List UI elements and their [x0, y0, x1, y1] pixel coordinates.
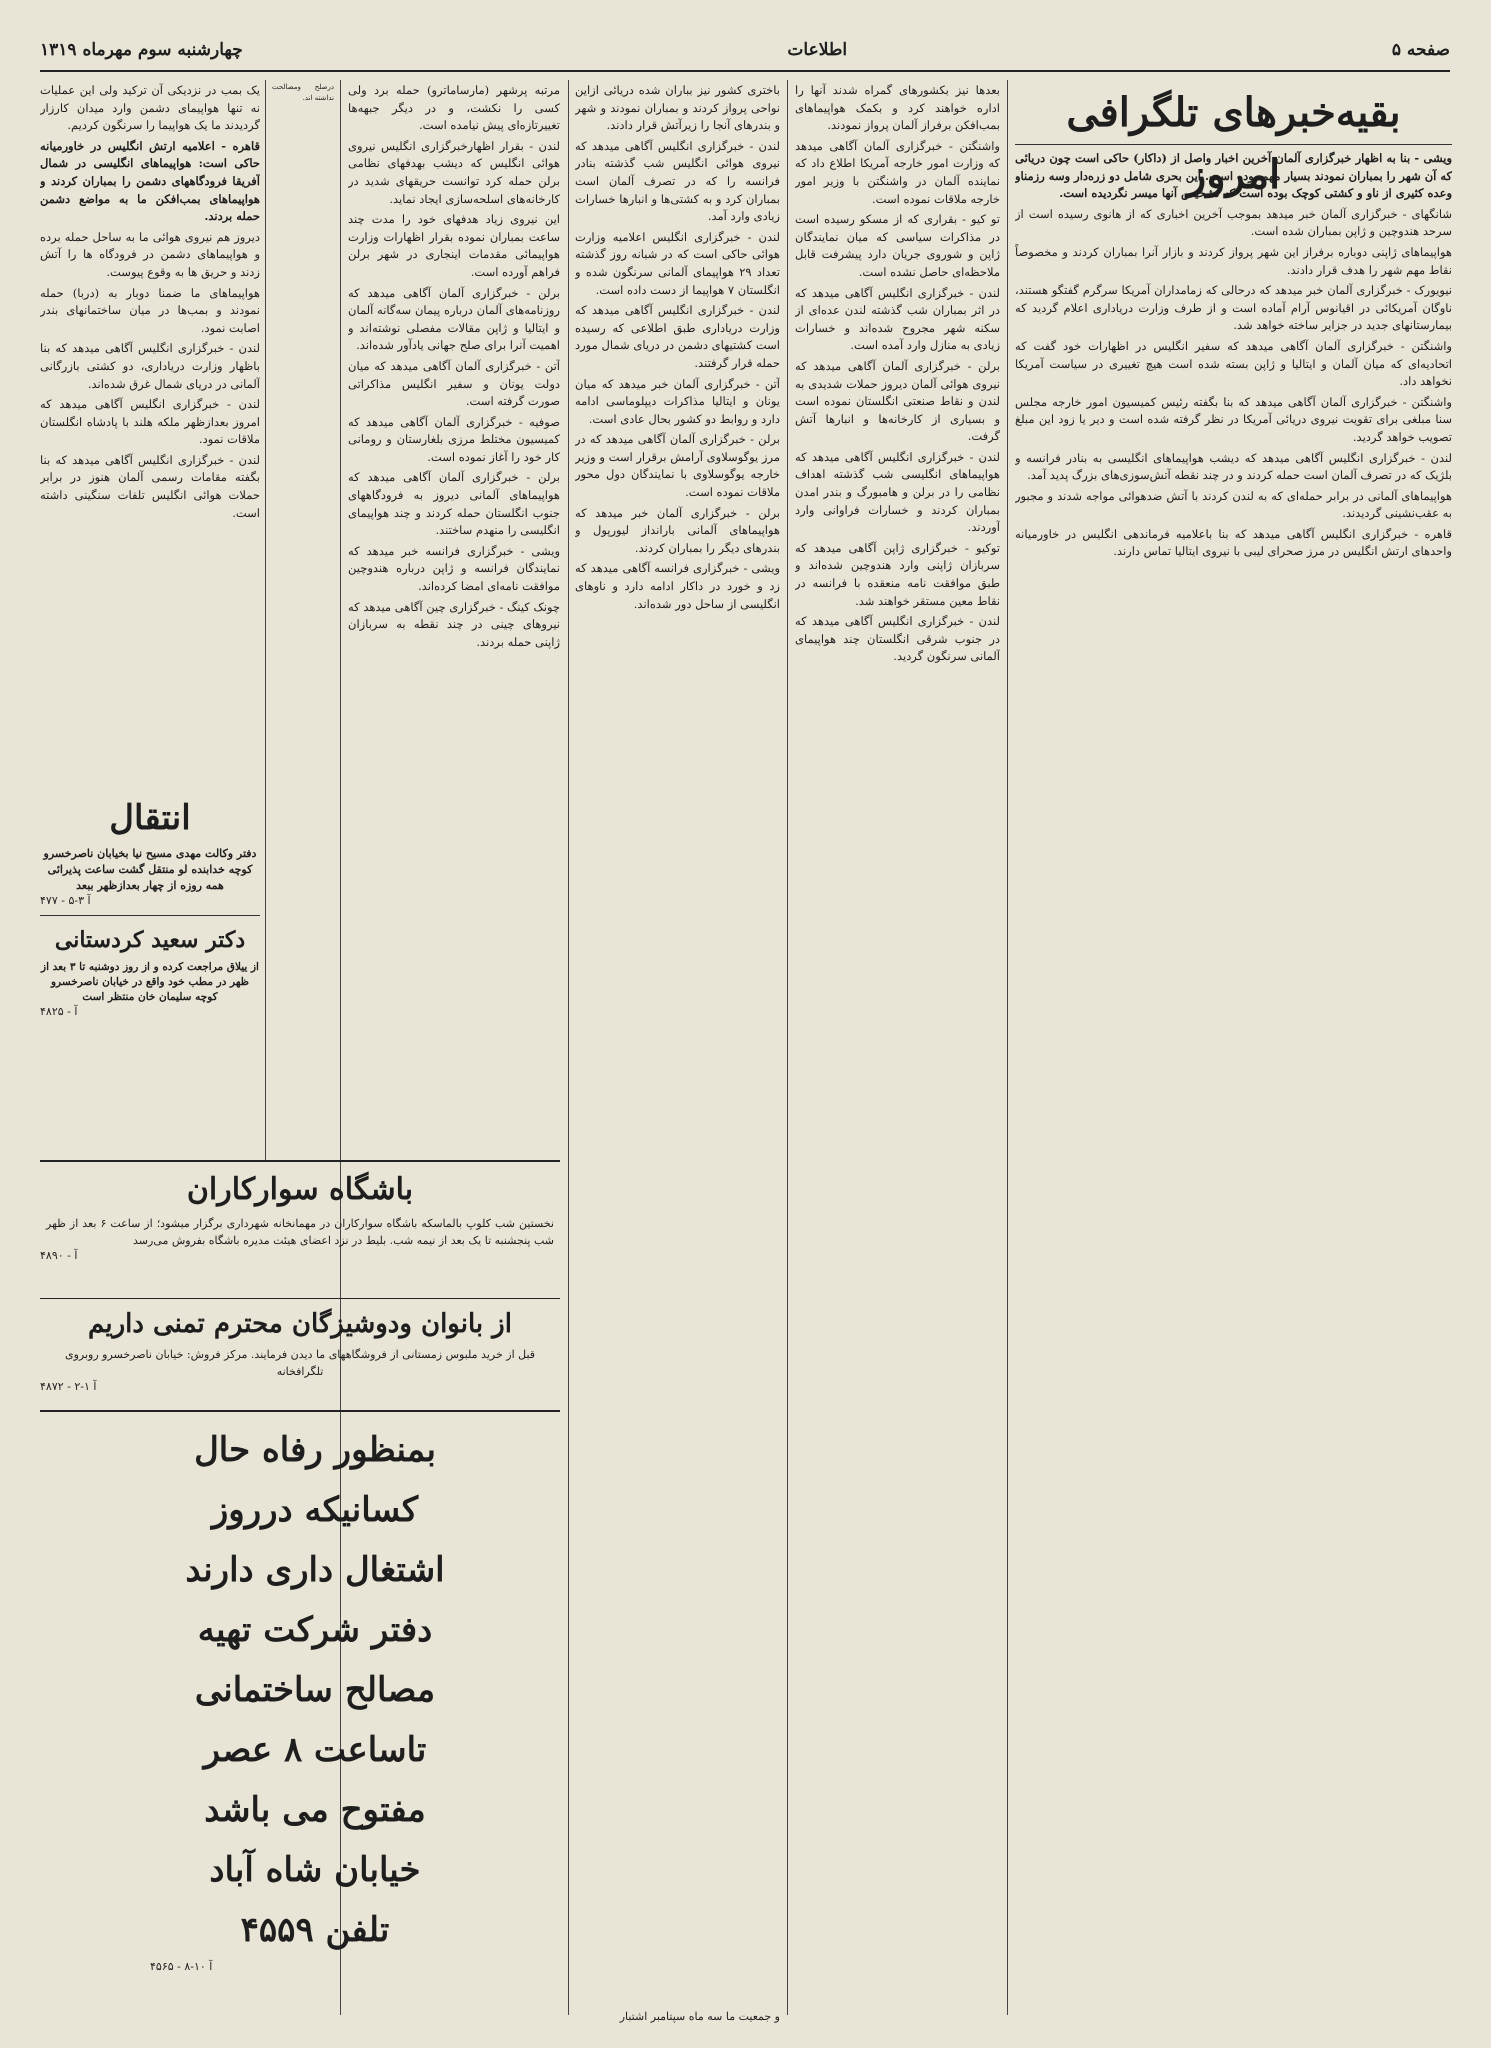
- news-item: ویشی - خبرگزاری فرانسه خبر میدهد که نمایندگان فرانسه و ژاپن درباره هندوچین موافقت نامه‌ای امضا کرده‌اند.: [348, 543, 560, 594]
- divider: [40, 1410, 560, 1412]
- ad-company-line: خیابان شاه آباد: [209, 1850, 421, 1890]
- news-item: تو کیو - بقراری که از مسکو رسیده است در مذاکرات سیاسی که میان نمایندگان ژاپن و شوروی جریان دارد پیشرفت قابل ملاحظه‌ای حاصل نشده است.: [795, 212, 1000, 279]
- news-item: لندن - خبرگزاری انگلیس اعلامیه وزارت هوائی حاکی است که در شبانه روز گذشته تعداد ۲۹ هواپیمای آلمانی سرنگون شده و انگلستان ۷ هواپیما از دست داده است.: [575, 229, 780, 297]
- ad-company-line: اشتغال داری دارند: [185, 1550, 445, 1590]
- ad-club-body: نخستین شب کلوپ بالماسکه باشگاه سوارکاران در مهمانخانه شهرداری برگزار میشود؛ از ساعت ۶ بعد از ظهر شب پنجشنبه تا یک بعد از نیمه شب. بلیط در نزد اعضای هیئت مدیره باشگاه بفروش می‌رسد: [46, 1217, 554, 1247]
- page-header: [40, 30, 1450, 72]
- news-item: ویشی - بنا به اظهار خبرگزاری آلمان آخرین اخبار واصل از (داکار) حاکی است چون دریائی که آن شهر را بمباران نمودند بسیار مهم بوده است. این بحری شامل دو زره‌دار وسه رزمناو وعده کثیری از ناو و کشتی کوچک بوده است که تشخیص آنها میسر نگردیده است.: [1015, 151, 1452, 201]
- news-item: هواپیماهای ما ضمنا دوبار به (دربا) حمله نمودند و بمب‌ها در میان ساختمانهای بندر اصابت نمود.: [40, 285, 260, 335]
- news-item: دیروز هم نیروی هوائی ما به ساحل حمله برده و هواپیماهای دشمن در فرودگاه ها را آتش زدند و حریق ها به وقوع پیوست.: [40, 229, 260, 279]
- news-item: هواپیماهای آلمانی در برابر حمله‌ای که به لندن کردند با آتش ضدهوائی مواجه شدند و مجبور به عقب‌نشینی گردیدند.: [1015, 488, 1452, 521]
- news-item: برلن - خبرگزاری آلمان آگاهی میدهد که نیروی هوائی آلمان دیروز حملات شدیدی به لندن و نقاط صنعتی انگلستان نموده است و بسیاری از کارخانه‌ها و انبارها آتش گرفت.: [795, 358, 1000, 444]
- issue-date: چهارشنبه سوم مهرماه ۱۳۱۹: [40, 40, 243, 60]
- ad-doctor: [40, 920, 260, 1040]
- ad-ladies-title: از بانوان ودوشیزگان محترم تمنی داریم: [88, 1309, 512, 1339]
- column-rule: [787, 80, 788, 2015]
- column-rule: [568, 80, 569, 2015]
- column-rule: [265, 80, 266, 1160]
- ad-company-line: دفتر شرکت تهیه: [197, 1610, 433, 1650]
- ad-doctor-title: دکتر سعید کردستانی: [54, 927, 246, 953]
- news-column-2: [795, 82, 1000, 2012]
- ad-club-title: باشگاه سوارکاران: [186, 1172, 414, 1207]
- news-item: واشنگتن - خبرگزاری آلمان آگاهی میدهد که بنا بگفته رئیس کمیسیون امور خارجه مجلس سنا مبلغی برای تقویت نیروی دریائی آمریکا در نظر گرفته شده است و دیر یا زود این مبلغ تصویب خواهد گردید.: [1015, 394, 1452, 444]
- page-number: صفحه ۵: [1391, 40, 1450, 60]
- news-item: قاهره - خبرگزاری انگلیس آگاهی میدهد که بنا باعلامیه فرماندهی انگلیس در خاورمیانه واحدهای ارتش انگلیس در مرز صحرای لیبی با نیروی ایتالیا تماس دارند.: [1015, 526, 1452, 559]
- news-item: مرتبه پرشهر (مارساماترو) حمله برد ولی کسی را نکشت، و در دیگر جبهه‌ها تغییرتازه‌ای پیش نیامده است.: [348, 83, 560, 133]
- news-item: لندن - خبرگزاری انگلیس آگاهی میدهد که دیشب هواپیماهای انگلیسی به بنادر فرانسه و بلژیک که در تصرف آلمان است حمله کردند و در چند نقطه آتش‌سوزی‌های بزرگ پدید آمد.: [1015, 450, 1452, 483]
- ad-company: [150, 1420, 480, 2010]
- news-item: توکیو - خبرگزاری ژاپن آگاهی میدهد که سربازان ژاپنی وارد هندوچین شده‌اند و طبق موافقت نامه منعقده با فرانسه در نقاط معین مستقر خواهند شد.: [795, 540, 1000, 608]
- ad-company-line: مفتوح می باشد: [204, 1790, 426, 1830]
- news-item: شانگهای - خبرگزاری آلمان خبر میدهد بموجب آخرین اخباری که از هانوی رسیده است از سرحد هندوچین و ژاپن بمباران شده است.: [1015, 206, 1452, 239]
- news-item: برلن - خبرگزاری آلمان خبر میدهد که هواپیماهای آلمانی بارانداز لیورپول و بندرهای دیگر را بمباران کردند.: [575, 505, 780, 555]
- column-rule: [1007, 80, 1008, 2015]
- ad-transfer: [40, 790, 260, 910]
- news-item: قاهره - اعلامیه ارتش انگلیس در خاورمیانه حاکی است: هواپیماهای انگلیسی در شمال آفریقا فرودگاههای دشمن را بمباران کردند و هواپیماهای بمب‌افکن ما به مواضع دشمن حمله بردند.: [40, 138, 260, 224]
- news-item: لندن - خبرگزاری انگلیس آگاهی میدهد که بنا بگفته مقامات رسمی آلمان هنوز در برابر حملات هوائی انگلیس تلفات سنگینی داشته است.: [40, 452, 260, 520]
- ad-company-line: تاساعت ۸ عصر: [203, 1730, 427, 1770]
- news-item: درصلح ومصالحت نداشته اند.: [272, 83, 334, 102]
- bottom-note: و جمعیت ما سه ماه سپتامبر اشتبار: [619, 2010, 780, 2023]
- news-item: این نیروی زیاد هدفهای خود را مدت چند ساعت بمباران نموده بقرار اظهارات وزارت هواپیمائی مقدمات اینجاری در شهر برلن فراهم آورده است.: [348, 212, 560, 279]
- news-item: آتن - خبرگزاری آلمان خبر میدهد که میان یونان و ایتالیا مذاکرات دیپلوماسی ادامه دارد و روابط دو کشور بحال عادی است.: [575, 376, 780, 426]
- news-item: لندن - خبرگزاری انگلیس آگاهی میدهد که امروز بعدازظهر ملکه هلند با پادشاه انگلستان ملاقات نمود.: [40, 397, 260, 447]
- news-item: چونک کینگ - خبرگزاری چین آگاهی میدهد که نیروهای چینی در چند نقطه به سربازان ژاپنی حمله بردند.: [348, 599, 560, 649]
- news-item: لندن - خبرگزاری انگلیس آگاهی میدهد که نیروی هوائی انگلیس شب گذشته بنادر فرانسه را که در تصرف آلمان است بمباران کرد و به کشتی‌ها و انبارها خسارات زیادی وارد آمد.: [575, 138, 780, 224]
- news-item: آتن - خبرگزاری آلمان آگاهی میدهد که میان دولت یونان و سفیر انگلیس مذاکراتی صورت گرفته است.: [348, 358, 560, 409]
- ad-transfer-code: ۴۷۷ - آ ۳-۵: [40, 894, 91, 907]
- ad-company-line: کسانیکه درروز: [211, 1490, 419, 1530]
- ad-doctor-body: از ییلاق مراجعت کرده و از روز دوشنبه تا ۳ بعد از ظهر در مطب خود واقع در خیابان ناصرخسرو کوچه سلیمان خان منتظر است: [41, 961, 259, 1003]
- divider: [40, 1160, 560, 1162]
- divider: [40, 915, 260, 916]
- main-headline: بقیه‌خبرهای تلگرافی امروز: [1015, 82, 1452, 145]
- news-item: واشنگتن - خبرگزاری آلمان آگاهی میدهد که سفیر انگلیس در اظهارات خود گفت که اتحادیه‌ای که میان آلمان و ایتالیا و ژاپن بسته شده است هیچ تغییری در سیاست آمریکا نخواهد داد.: [1015, 338, 1452, 389]
- news-item: لندن - خبرگزاری انگلیس آگاهی میدهد که وزارت دریاداری طبق اطلاعی که رسیده است کشتیهای دشمن در دریای شمال مورد حمله قرار گرفتند.: [575, 303, 780, 370]
- ad-ladies: [40, 1302, 560, 1402]
- ad-ladies-body: قبل از خرید ملبوس زمستانی از فروشگاههای ما دیدن فرمایند. مرکز فروش: خیابان ناصرخسرو روبروی تلگرافخانه: [64, 1348, 536, 1378]
- ad-company-line: مصالح ساختمانی: [194, 1670, 436, 1710]
- news-item: هواپیماهای ژاپنی دوباره برفراز این شهر پرواز کردند و بازار آنرا بمباران کردند و مخصوصاً نقاط مهم شهر را هدف قرار دادند.: [1015, 244, 1452, 277]
- news-item: واشنگتن - خبرگزاری آلمان آگاهی میدهد که وزارت امور خارجه آمریکا اطلاع داد که نماینده آلمان در واشنگتن با وزیر امور خارجه ملاقات نموده است.: [795, 138, 1000, 206]
- ad-company-code: ۴۵۶۵ - آ ۱۰-۸: [150, 1960, 213, 1973]
- newspaper-name: اطلاعات: [787, 40, 848, 60]
- ad-doctor-code: ۴۸۲۵ - آ: [40, 1005, 78, 1018]
- news-item: برلن - خبرگزاری آلمان آگاهی میدهد که در مرز یوگوسلاوی آرامش برقرار است و وزیر خارجه یوگوسلاوی با نمایندگان دول محور ملاقات نموده است.: [575, 432, 780, 500]
- news-item: لندن - خبرگزاری انگلیس آگاهی میدهد که هواپیماهای انگلیسی شب گذشته اهداف نظامی را در برلن و هامبورگ و بندر امدن بمباران کردند و خسارات فراوانی وارد آوردند.: [795, 449, 1000, 535]
- divider: [40, 1298, 560, 1299]
- news-column-5: [272, 82, 334, 1157]
- news-column-3: [575, 82, 780, 2012]
- news-item: بعدها نیز بکشورهای گمراه شدند آنها را اداره خواهند کرد و بکمک هواپیماهای بمب‌افکن برفراز آلمان پرواز نمودند.: [795, 83, 1000, 133]
- ad-company-line: بمنظور رفاه حال: [194, 1430, 436, 1470]
- news-item: لندن - خبرگزاری انگلیس آگاهی میدهد که بنا باظهار وزارت دریاداری، دو کشتی بازرگانی آلمانی در دریای شمال غرق شده‌اند.: [40, 341, 260, 391]
- news-item: برلن - خبرگزاری آلمان آگاهی میدهد که هواپیماهای آلمانی دیروز به فرودگاههای جنوب انگلستان حمله کردند و چند هواپیمای انگلیسی را منهدم ساختند.: [348, 470, 560, 538]
- ad-company-line: تلفن ۴۵۵۹: [240, 1910, 390, 1950]
- ad-club: [40, 1165, 560, 1295]
- news-item: یک بمب در نزدیکی آن ترکید ولی این عملیات نه تنها هواپیمای دشمن وارد میدان کارزار گردیدند ما یک هواپیما را سرنگون کردیم.: [40, 83, 260, 133]
- news-item: نیویورک - خبرگزاری آلمان خبر میدهد که درحالی که زمامداران آمریکا سرگرم گفتگو هستند، ناوگان آمریکائی در اقیانوس آرام آماده است و از طرف وزارت دریاداری اعلام گردید که بیمارستانهای جدید در جزایر ساخته خواهد شد.: [1015, 283, 1452, 333]
- news-item: صوفیه - خبرگزاری آلمان آگاهی میدهد که کمیسیون مختلط مرزی بلغارستان و رومانی کار خود را آغاز نموده است.: [348, 414, 560, 464]
- news-item: ویشی - خبرگزاری فرانسه آگاهی میدهد که زد و خورد در داکار ادامه دارد و ناوهای انگلیسی از ساحل دور شده‌اند.: [575, 561, 780, 611]
- ad-transfer-body: دفتر وکالت مهدی مسیح نیا بخیابان ناصرخسرو کوچه خدابنده لو منتقل گشت ساعت پذیرائی همه روزه از چهار بعدازظهر ببعد: [43, 847, 257, 892]
- news-item: لندن - خبرگزاری انگلیس آگاهی میدهد که در اثر بمباران شب گذشته لندن عده‌ای از سکنه شهر مجروح شده‌اند و خسارات زیادی به منازل وارد آمده است.: [795, 285, 1000, 353]
- ad-transfer-title: انتقال: [109, 798, 191, 838]
- news-column-6: [40, 82, 260, 782]
- ad-ladies-code: ۴۸۷۲ - آ ۱-۲: [40, 1380, 97, 1393]
- news-item: باختری کشور نیز بباران شده دریائی ازاین نواحی پرواز کردند و بمباران نمودند و شهر و بندرهای آنجا را زیرآتش قرار دادند.: [575, 83, 780, 133]
- news-column-1: [1015, 150, 1452, 2030]
- news-item: لندن - بقرار اظهارخبرگزاری انگلیس نیروی هوائی انگلیس که دیشب بهدفهای نظامی برلن حمله کرد توانست حریقهای شدید در کارخانه‌های اسلحه‌سازی ایجاد نماید.: [348, 138, 560, 206]
- news-item: برلن - خبرگزاری آلمان آگاهی میدهد که روزنامه‌های آلمان درباره پیمان سه‌گانه آلمان و ایتالیا و ژاپن مقالات مفصلی نوشته‌اند و اهمیت آنرا برای صلح جهانی یادآور شده‌اند.: [348, 285, 560, 353]
- ad-club-code: ۴۸۹۰ - آ: [40, 1249, 78, 1262]
- news-item: لندن - خبرگزاری انگلیس آگاهی میدهد که در جنوب شرقی انگلستان چند هواپیمای آلمانی سرنگون گردید.: [795, 614, 1000, 664]
